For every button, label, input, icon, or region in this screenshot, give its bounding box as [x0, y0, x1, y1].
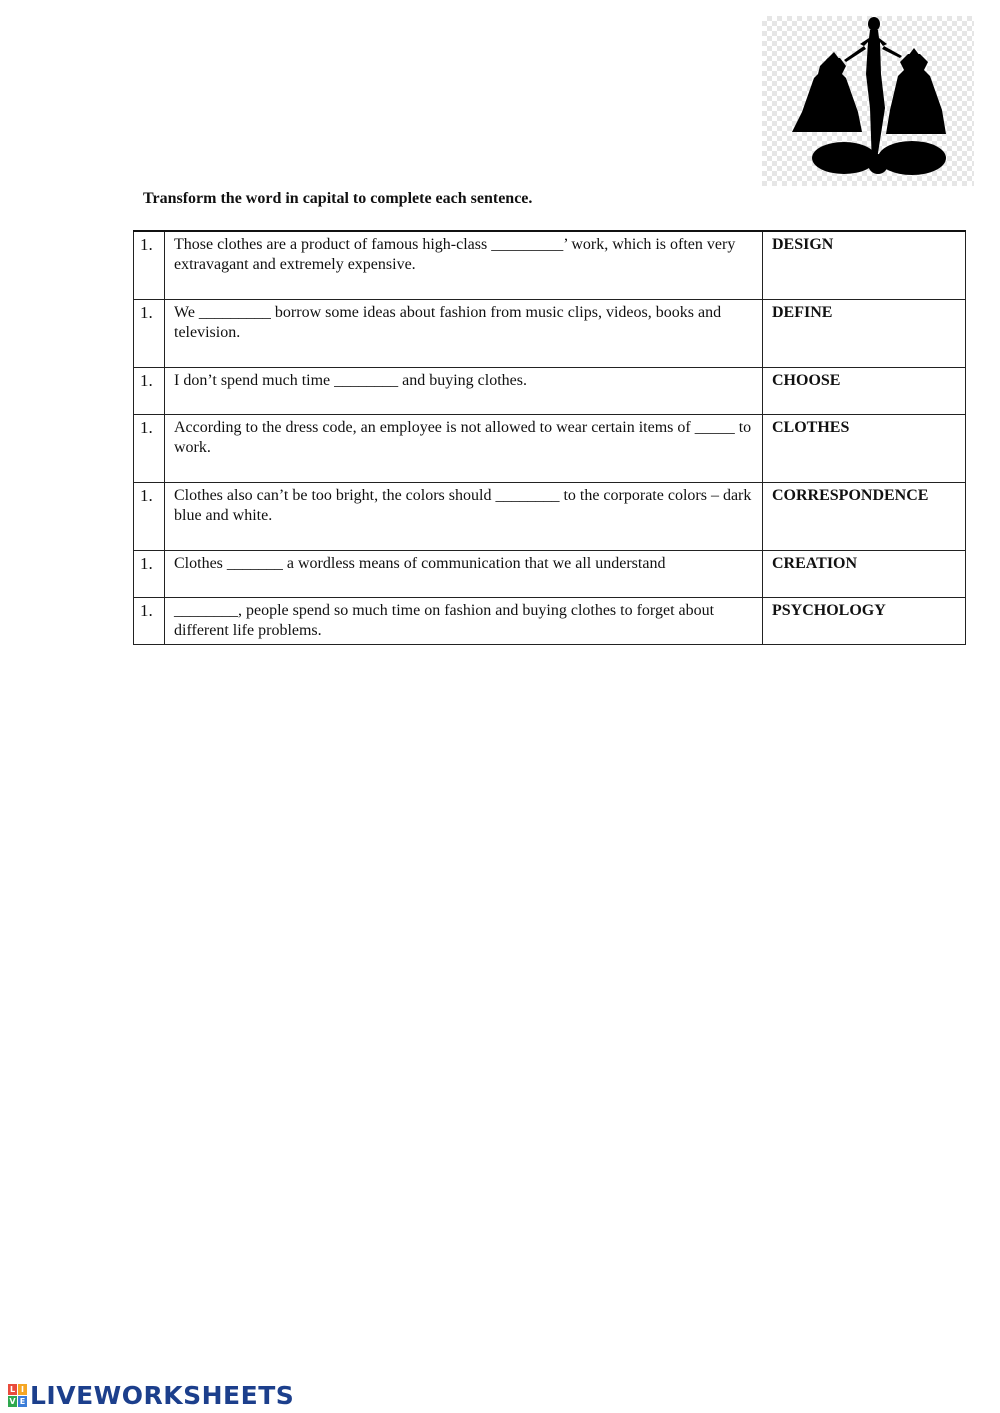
- logo-block: V: [9, 1396, 16, 1406]
- base-word: CLOTHES: [763, 415, 966, 483]
- item-number: 1.: [134, 551, 165, 598]
- fashion-illustration: [762, 16, 974, 186]
- base-word: CORRESPONDENCE: [763, 483, 966, 551]
- table-row: [134, 368, 966, 415]
- liveworksheets-logo[interactable]: [8, 1381, 294, 1409]
- logo-block: I: [18, 1384, 27, 1395]
- item-number: 1.: [134, 368, 165, 415]
- item-number: 1.: [134, 300, 165, 368]
- base-word: PSYCHOLOGY: [763, 598, 966, 645]
- item-number: 1.: [134, 415, 165, 483]
- table-row: [134, 551, 966, 598]
- instruction-heading: Transform the word in capital to complete each sentence.: [143, 190, 533, 207]
- fashion-silhouette-icon: [762, 16, 974, 186]
- logo-blocks-icon: [8, 1384, 27, 1407]
- item-number: 1.: [134, 598, 165, 645]
- logo-block: E: [19, 1396, 26, 1406]
- sentence-text: ________, people spend so much time on fashion and buying clothes to forget about different life problems.: [165, 598, 763, 645]
- base-word: DESIGN: [763, 231, 966, 300]
- sentence-text: We _________ borrow some ideas about fashion from music clips, videos, books and television.: [165, 300, 763, 368]
- logo-block: L: [9, 1384, 16, 1394]
- sentence-text: I don’t spend much time ________ and buying clothes.: [165, 368, 763, 415]
- sentence-text: According to the dress code, an employee is not allowed to wear certain items of _____ to work.: [165, 415, 763, 483]
- table-row: [134, 300, 966, 368]
- base-word: CREATION: [763, 551, 966, 598]
- sentence-text: Clothes _______ a wordless means of communication that we all understand: [165, 551, 763, 598]
- item-number: 1.: [134, 231, 165, 300]
- sentence-text: Clothes also can’t be too bright, the colors should ________ to the corporate colors – dark blue and white.: [165, 483, 763, 551]
- sentence-text: Those clothes are a product of famous high-class _________’ work, which is often very extravagant and extremely expensive.: [165, 231, 763, 300]
- brand-name: LIVEWORKSHEETS: [30, 1380, 295, 1410]
- table-row: [134, 598, 966, 645]
- base-word: DEFINE: [763, 300, 966, 368]
- table-row: [134, 415, 966, 483]
- item-number: 1.: [134, 483, 165, 551]
- base-word: CHOOSE: [763, 368, 966, 415]
- table-row: [134, 231, 966, 300]
- word-formation-table: [133, 230, 966, 645]
- table-row: [134, 483, 966, 551]
